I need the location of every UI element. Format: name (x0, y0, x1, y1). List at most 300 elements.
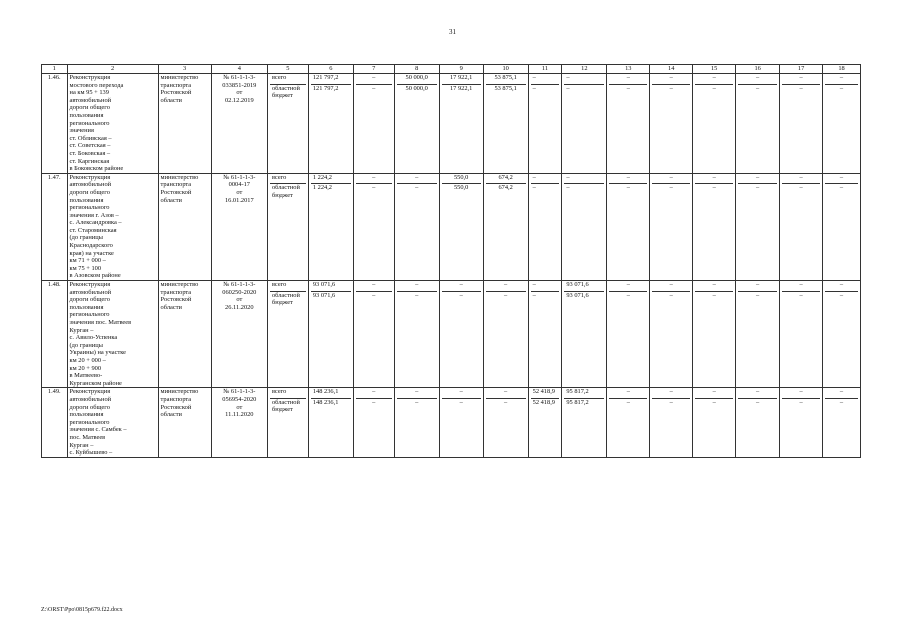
executor (158, 74, 211, 174)
value-total: – (486, 388, 526, 399)
executor-line: области (160, 303, 182, 311)
object-name-line: в Боковском районе (69, 165, 124, 173)
program-table (41, 64, 861, 458)
value-total: – (609, 388, 647, 399)
value-cell-col-17 (780, 388, 823, 457)
object-name-line: края) на участке (69, 249, 114, 257)
value-cell-col-15 (693, 281, 736, 388)
funding-source (267, 281, 308, 388)
object-name-line: автомобильной (69, 181, 112, 189)
value-cell-col-11 (528, 388, 562, 457)
value-total: – (782, 74, 820, 85)
source-regional-line: бюджет (271, 406, 293, 414)
value-cell-col-14 (650, 388, 693, 457)
object-name-line: пользования (69, 303, 104, 311)
value-cell-col-11 (528, 74, 562, 174)
value-total: 53 875,1 (486, 74, 526, 85)
source-regional-label (270, 399, 306, 414)
value-total: 674,2 (486, 174, 526, 185)
value-regional: – (799, 184, 803, 192)
value-total: 93 071,6 (311, 281, 351, 292)
object-name-line: с. Александровка – (69, 219, 122, 227)
executor-line: транспорта (160, 395, 192, 403)
object-name-line: в Матвеево- (69, 372, 103, 380)
value-total: – (652, 174, 690, 185)
table-row (42, 173, 861, 280)
source-regional-line: областной (271, 398, 300, 406)
value-total: – (531, 74, 560, 85)
value-regional: 52 418,9 (532, 398, 555, 406)
source-regional-line: бюджет (271, 92, 293, 100)
source-regional-line: бюджет (271, 299, 293, 307)
value-regional: – (669, 84, 673, 92)
value-regional: – (626, 398, 630, 406)
value-regional: – (839, 184, 844, 192)
source-regional-label (270, 85, 306, 100)
object-name-line: регионального (69, 418, 110, 426)
expert-conclusion (211, 388, 267, 457)
value-total: – (652, 388, 690, 399)
value-total: – (609, 74, 647, 85)
object-name (67, 281, 158, 388)
object-name-line: с. Авило-Успенка (69, 334, 118, 342)
executor-line: министерство (160, 281, 199, 289)
object-name-line: Реконструкция (69, 281, 111, 289)
value-cell-col-7 (353, 173, 394, 280)
executor-line: области (160, 411, 182, 419)
executor-line: Ростовской (160, 188, 192, 196)
value-total: – (695, 174, 733, 185)
value-regional: – (459, 291, 463, 299)
value-regional: – (712, 184, 716, 192)
column-header-16: 16 (736, 65, 780, 74)
expert-conclusion-line: от (236, 403, 243, 411)
value-total: 121 797,2 (311, 74, 351, 85)
expert-conclusion-line: от (236, 188, 243, 196)
value-total: – (564, 74, 604, 85)
value-cell-col-17 (780, 173, 823, 280)
value-regional: – (669, 184, 673, 192)
expert-conclusion-line: № 61-1-1-3- (223, 173, 256, 181)
expert-conclusion-line: 16.01.2017 (224, 196, 254, 204)
value-cell-col-9 (439, 281, 483, 388)
object-name-line: пос. Матвеев (69, 433, 106, 441)
value-regional: – (372, 84, 376, 92)
column-header-1: 1 (42, 65, 68, 74)
table-row (42, 388, 861, 457)
value-cell-col-6 (308, 281, 353, 388)
object-name-line: автомобильной (69, 96, 112, 104)
value-cell-col-12 (562, 173, 607, 280)
expert-conclusion-line: 26.11.2020 (225, 303, 254, 311)
value-cell-col-13 (607, 74, 650, 174)
value-regional: – (566, 84, 570, 92)
object-name-line: Краснодарского (69, 242, 113, 250)
expert-conclusion-line: 0004-17 (228, 181, 250, 189)
object-name-line: автомобильной (69, 395, 112, 403)
value-cell-col-6 (308, 74, 353, 174)
value-total: – (531, 174, 560, 185)
object-name-line: дороги общего (69, 296, 110, 304)
value-total: – (652, 74, 690, 85)
object-name-line: дороги общего (69, 403, 110, 411)
value-regional: 93 071,6 (312, 291, 336, 299)
value-cell-col-12 (562, 388, 607, 457)
column-header-11: 11 (528, 65, 562, 74)
object-name-line: Реконструкция (69, 173, 111, 181)
value-regional: 17 922,1 (449, 84, 473, 92)
value-total: 52 418,9 (531, 388, 560, 399)
expert-conclusion (211, 173, 267, 280)
expert-conclusion (211, 281, 267, 388)
value-regional: – (756, 398, 760, 406)
column-header-4: 4 (211, 65, 267, 74)
value-cell-col-10 (483, 173, 528, 280)
value-regional: 121 797,2 (312, 84, 339, 92)
object-name-line: регионального (69, 119, 110, 127)
value-regional: 95 817,2 (566, 398, 589, 406)
object-name-line: с. Куйбышево – (69, 449, 113, 457)
value-regional: – (756, 84, 760, 92)
value-regional: – (626, 84, 630, 92)
value-total: – (486, 281, 526, 292)
value-cell-col-15 (693, 173, 736, 280)
column-header-10: 10 (483, 65, 528, 74)
value-regional: – (669, 291, 673, 299)
value-total: – (442, 388, 481, 399)
table-row (42, 281, 861, 388)
object-name-line: км 20 + 000 – (69, 356, 106, 364)
expert-conclusion-line: от (236, 296, 243, 304)
column-header-5: 5 (267, 65, 308, 74)
value-regional: 53 875,1 (494, 84, 517, 92)
object-name-line: Украины) на участке (69, 349, 127, 357)
value-total: – (782, 388, 820, 399)
value-cell-col-18 (823, 74, 861, 174)
value-cell-col-11 (528, 173, 562, 280)
value-cell-col-18 (823, 388, 861, 457)
value-total: – (695, 281, 733, 292)
value-regional: – (712, 84, 716, 92)
expert-conclusion-line: от (236, 89, 243, 97)
value-regional: – (756, 184, 760, 192)
value-regional: – (566, 184, 570, 192)
object-name-line: мостового перехода (69, 81, 124, 89)
value-total: – (825, 74, 858, 85)
value-cell-col-18 (823, 173, 861, 280)
source-regional-line: областной (271, 291, 300, 299)
object-name-line: ст. Обливская – (69, 134, 112, 142)
expert-conclusion-line: 11.11.2020 (225, 411, 254, 419)
value-regional: 674,2 (498, 184, 513, 192)
row-number: 1.49. (42, 388, 68, 457)
value-regional: – (504, 291, 508, 299)
value-regional: – (504, 398, 508, 406)
value-regional: – (532, 184, 536, 192)
executor-line: области (160, 96, 182, 104)
value-regional: 50 000,0 (405, 84, 428, 92)
value-regional: – (839, 291, 844, 299)
value-total: 1 224,2 (311, 174, 351, 185)
object-name (67, 74, 158, 174)
column-header-15: 15 (693, 65, 736, 74)
value-regional: – (799, 84, 803, 92)
funding-source (267, 388, 308, 457)
value-regional: 550,0 (453, 184, 469, 192)
object-name-line: дороги общего (69, 104, 110, 112)
object-name-line: значения (69, 127, 94, 135)
executor-line: области (160, 196, 182, 204)
funding-source (267, 173, 308, 280)
column-header-12: 12 (562, 65, 607, 74)
value-regional: 148 236,1 (312, 398, 339, 406)
value-cell-col-13 (607, 281, 650, 388)
value-regional: 1 224,2 (312, 184, 332, 192)
object-name-line: ст. Боковская – (69, 149, 111, 157)
value-total: 148 236,1 (311, 388, 351, 399)
value-regional: – (712, 398, 716, 406)
object-name-line: Курганском районе (69, 379, 122, 387)
value-cell-col-16 (736, 388, 780, 457)
value-cell-col-8 (394, 281, 439, 388)
value-cell-col-17 (780, 281, 823, 388)
value-cell-col-7 (353, 388, 394, 457)
value-total: – (356, 174, 392, 185)
value-regional: – (459, 398, 463, 406)
executor-line: транспорта (160, 288, 192, 296)
value-total: – (782, 174, 820, 185)
source-total-label: всего (270, 174, 306, 185)
source-total-label: всего (270, 281, 306, 292)
value-cell-col-9 (439, 388, 483, 457)
object-name-line: в Азовском районе (69, 272, 121, 280)
value-cell-col-10 (483, 281, 528, 388)
column-header-6: 6 (308, 65, 353, 74)
value-cell-col-12 (562, 74, 607, 174)
source-regional-label (270, 292, 306, 307)
object-name-line: пользования (69, 411, 104, 419)
value-regional: – (799, 291, 803, 299)
object-name-line: Реконструкция (69, 388, 111, 396)
object-name (67, 388, 158, 457)
value-total: – (695, 388, 733, 399)
expert-conclusion (211, 74, 267, 174)
row-number: 1.48. (42, 281, 68, 388)
object-name-line: значения пос. Матвеев (69, 319, 132, 326)
object-name-line: регионального (69, 311, 110, 319)
value-total: – (738, 174, 777, 185)
column-header-17: 17 (780, 65, 823, 74)
executor-line: министерство (160, 74, 199, 81)
column-header-3: 3 (158, 65, 211, 74)
value-total: – (564, 174, 604, 185)
value-cell-col-18 (823, 281, 861, 388)
value-cell-col-15 (693, 74, 736, 174)
object-name-line: пользования (69, 196, 104, 204)
value-cell-col-9 (439, 173, 483, 280)
row-number: 1.46. (42, 74, 68, 174)
value-total: – (397, 281, 437, 292)
value-regional: – (712, 291, 716, 299)
value-total: – (738, 281, 777, 292)
object-name-line: дороги общего (69, 188, 110, 196)
value-total: – (782, 281, 820, 292)
value-regional: – (415, 398, 419, 406)
value-cell-col-6 (308, 388, 353, 457)
value-total: – (695, 74, 733, 85)
executor (158, 281, 211, 388)
source-total-label: всего (270, 74, 306, 85)
value-cell-col-14 (650, 173, 693, 280)
value-regional: – (532, 84, 536, 92)
funding-source (267, 74, 308, 174)
value-total: 550,0 (442, 174, 481, 185)
object-name-line: км 20 + 900 (69, 364, 102, 372)
object-name-line: (до границы (69, 234, 103, 242)
value-total: 17 922,1 (442, 74, 481, 85)
executor-line: министерство (160, 173, 199, 181)
value-total: – (397, 174, 437, 185)
value-total: – (397, 388, 437, 399)
value-cell-col-13 (607, 173, 650, 280)
object-name-line: регионального (69, 204, 110, 212)
value-regional: – (626, 291, 630, 299)
value-cell-col-12 (562, 281, 607, 388)
footer-file-path: Z:\ORST\Ppo\0815p679.f22.docx (41, 607, 123, 613)
value-cell-col-6 (308, 173, 353, 280)
executor-line: транспорта (160, 81, 192, 89)
column-header-14: 14 (650, 65, 693, 74)
object-name (67, 173, 158, 280)
value-total: – (825, 281, 858, 292)
value-regional: – (799, 398, 803, 406)
value-regional: – (415, 184, 419, 192)
value-total: – (609, 174, 647, 185)
value-total: – (442, 281, 481, 292)
executor (158, 173, 211, 280)
expert-conclusion-line: 02.12.2019 (224, 96, 254, 104)
object-name-line: автомобильной (69, 288, 112, 296)
value-total: – (609, 281, 647, 292)
source-regional-line: бюджет (271, 191, 293, 199)
expert-conclusion-line: № 61-1-1-3- (223, 388, 256, 396)
column-header-13: 13 (607, 65, 650, 74)
value-cell-col-7 (353, 281, 394, 388)
expert-conclusion-line: 033851-2019 (222, 81, 257, 89)
executor-line: транспорта (160, 181, 192, 189)
object-name-line: Реконструкция (69, 74, 111, 81)
value-regional: – (532, 291, 536, 299)
value-regional: – (626, 184, 630, 192)
source-regional-label (270, 184, 306, 199)
row-number: 1.47. (42, 173, 68, 280)
table-row (42, 74, 861, 174)
expert-conclusion-line: № 61-1-1-3- (223, 74, 256, 81)
value-regional: – (415, 291, 419, 299)
executor-line: министерство (160, 388, 199, 396)
object-name-line: на км 95 + 139 (69, 89, 109, 97)
value-cell-col-16 (736, 173, 780, 280)
source-regional-line: областной (271, 184, 300, 192)
object-name-line: км 75 + 100 (69, 264, 102, 272)
value-total: – (738, 74, 777, 85)
value-cell-col-9 (439, 74, 483, 174)
object-name-line: ст. Староминская (69, 226, 117, 234)
object-name-line: значения г. Азов – (69, 211, 119, 219)
executor-line: Ростовской (160, 403, 192, 411)
value-total: 93 071,6 (564, 281, 604, 292)
value-regional: – (372, 184, 376, 192)
value-cell-col-11 (528, 281, 562, 388)
value-total: – (531, 281, 560, 292)
object-name-line: ст. Советская – (69, 142, 111, 150)
object-name-line: Курган – (69, 326, 94, 334)
value-total: – (738, 388, 777, 399)
value-total: – (825, 388, 858, 399)
value-total: – (356, 281, 392, 292)
value-cell-col-16 (736, 74, 780, 174)
executor-line: Ростовской (160, 296, 192, 304)
value-total: – (652, 281, 690, 292)
value-regional: – (756, 291, 760, 299)
value-cell-col-17 (780, 74, 823, 174)
column-header-7: 7 (353, 65, 394, 74)
expert-conclusion-line: № 61-1-1-3- (223, 281, 256, 289)
value-cell-col-7 (353, 74, 394, 174)
value-total: 50 000,0 (397, 74, 437, 85)
column-header-8: 8 (394, 65, 439, 74)
value-regional: – (372, 291, 376, 299)
value-total: – (825, 174, 858, 185)
value-regional: – (372, 398, 376, 406)
value-cell-col-14 (650, 74, 693, 174)
column-header-9: 9 (439, 65, 483, 74)
column-header-18: 18 (823, 65, 861, 74)
expert-conclusion-line: 056954-2020 (222, 395, 257, 403)
object-name-line: пользования (69, 111, 104, 119)
value-cell-col-14 (650, 281, 693, 388)
source-regional-line: областной (271, 84, 300, 92)
value-cell-col-13 (607, 388, 650, 457)
value-total: – (356, 74, 392, 85)
value-regional: 93 071,6 (566, 291, 589, 299)
column-header-2: 2 (67, 65, 158, 74)
value-cell-col-8 (394, 173, 439, 280)
header-row (42, 65, 861, 74)
value-cell-col-16 (736, 281, 780, 388)
page-number: 31 (449, 28, 456, 36)
object-name-line: км 71 + 000 – (69, 257, 106, 265)
value-total: 95 817,2 (564, 388, 604, 399)
executor-line: Ростовской (160, 89, 192, 97)
value-cell-col-8 (394, 388, 439, 457)
object-name-line: (до границы (69, 341, 103, 349)
object-name-line: значения с. Самбек – (69, 426, 127, 434)
value-regional: – (839, 84, 844, 92)
source-total-label: всего (270, 388, 306, 399)
executor (158, 388, 211, 457)
value-cell-col-10 (483, 388, 528, 457)
object-name-line: Курган – (69, 441, 94, 449)
value-regional: – (669, 398, 673, 406)
value-cell-col-8 (394, 74, 439, 174)
value-cell-col-15 (693, 388, 736, 457)
object-name-line: ст. Каргинская (69, 157, 110, 165)
value-total: – (356, 388, 392, 399)
expert-conclusion-line: 060250-2020 (222, 288, 257, 296)
value-regional: – (839, 398, 844, 406)
value-cell-col-10 (483, 74, 528, 174)
